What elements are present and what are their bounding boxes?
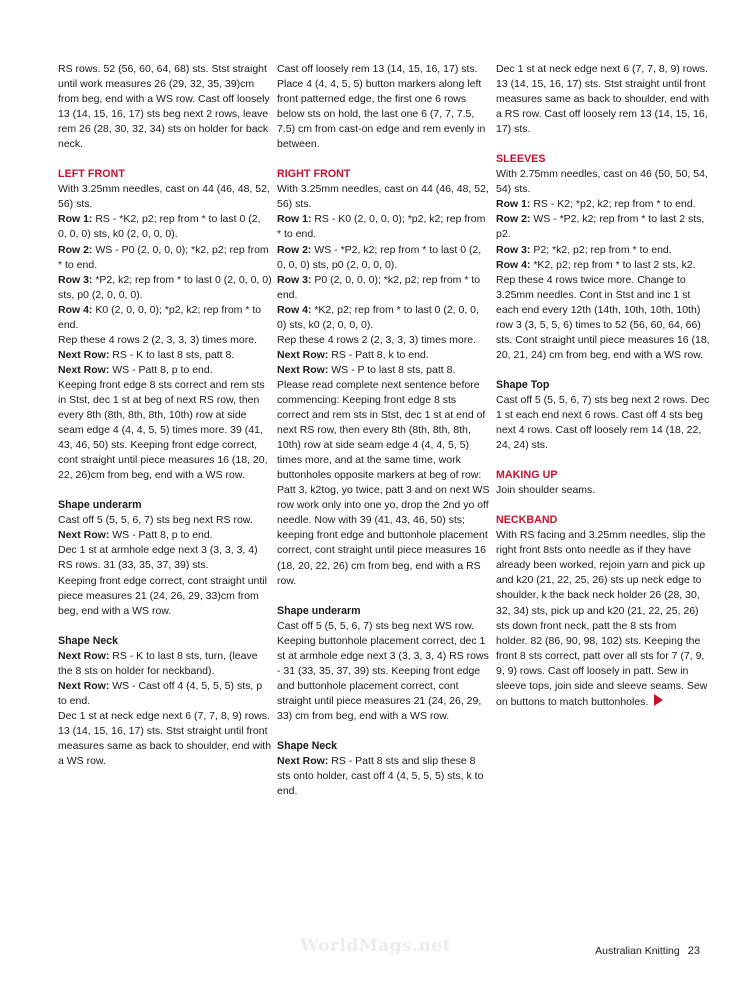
column-3 bbox=[496, 62, 710, 710]
neckband-section bbox=[496, 513, 710, 710]
row-label: Row 2: bbox=[58, 243, 93, 256]
row-label: Row 3: bbox=[58, 273, 93, 286]
next-row-instruction bbox=[277, 363, 490, 378]
row-2-instruction bbox=[277, 243, 490, 273]
row-4-instruction bbox=[277, 303, 490, 333]
right-front-heading: RIGHT FRONT bbox=[277, 168, 351, 181]
left-front-section bbox=[58, 167, 272, 483]
column-2 bbox=[277, 62, 490, 799]
shape-neck-section bbox=[58, 634, 272, 769]
dec-text: Dec 1 st at armhole edge next 3 (3, 3, 3, 4) RS rows. 31 (33, 35, 37, 39) sts. bbox=[58, 544, 258, 572]
left-front-body-text: Keeping front edge 8 sts correct and rem sts in Stst, dec 1 st at beg of next RS row, then every 8th (8th, 8th, 8th, 10th) row at side seam edge 4 (4, 4, 5, 5) times more. 39 (41, 43, 46, 50) sts. Keeping front edge correct, cont straight until piece measures 16 (18, 20, 22, 26)cm from beg, end with a WS row. bbox=[58, 378, 268, 482]
triangle-right-icon bbox=[654, 694, 663, 706]
shape-top-heading: Shape Top bbox=[496, 378, 550, 391]
row-text: RS - K to last 8 sts, turn, (leave the 8 sts on holder for neckband). bbox=[58, 649, 258, 677]
row-text: P2; *k2, p2; rep from * to end. bbox=[530, 243, 672, 256]
making-up-body-text: Join shoulder seams. bbox=[496, 484, 596, 497]
row-label: Next Row: bbox=[58, 529, 110, 542]
row-label: Row 1: bbox=[277, 213, 312, 226]
row-4-instruction bbox=[496, 258, 710, 273]
neckband-body bbox=[496, 528, 710, 710]
row-2-instruction bbox=[58, 243, 272, 273]
row-text: WS - Patt 8, p to end. bbox=[109, 363, 213, 376]
next-row-instruction bbox=[58, 649, 272, 679]
page-footer bbox=[595, 945, 700, 957]
magazine-name: Australian Knitting bbox=[595, 945, 680, 957]
dec-text: Dec 1 st at neck edge next 6 (7, 7, 8, 9) rows. 13 (14, 15, 16, 17) sts. Stst straight until front measures same as back to shoulder, end with a WS row. bbox=[58, 709, 272, 768]
row-text: WS - Patt 8, p to end. bbox=[109, 529, 213, 542]
row-2-instruction bbox=[496, 212, 710, 242]
shape-neck-heading: Shape Neck bbox=[58, 634, 119, 647]
row-label: Row 3: bbox=[496, 243, 531, 256]
shape-underarm-heading: Shape underarm bbox=[277, 604, 361, 617]
shape-underarm-section bbox=[277, 604, 490, 724]
cast-on-text: With 3.25mm needles, cast on 44 (46, 48, 52, 56) sts. bbox=[58, 183, 270, 211]
cast-on-text: With 2.75mm needles, cast on 46 (50, 50, 54, 54) sts. bbox=[496, 168, 708, 196]
making-up-section bbox=[496, 468, 710, 498]
right-front-section bbox=[277, 167, 490, 588]
row-label: Row 2: bbox=[496, 213, 531, 226]
shape-underarm-section bbox=[58, 498, 272, 618]
row-text: RS - K2; *p2, k2; rep from * to end. bbox=[530, 198, 696, 211]
row-label: Next Row: bbox=[277, 363, 329, 376]
shape-neck-section bbox=[277, 739, 490, 799]
neckband-body-text: With RS facing and 3.25mm needles, slip the right front 8sts onto needle as if they have already been worked, rejoin yarn and pick up and k20 (21, 22, 25, 26) sts up neck edge to shoulder, k the back neck holder 26 (28, 30, 32, 34) sts, pick up and k20 (21, 22, 25, 26) sts down front neck, patt the 8 sts from holder. 82 (86, 90, 98, 102) sts. Keeping the front 8 sts correct, patt over all sts for 7 (7, 9, 9, 9) rows. Cast off loosely in patt. Sew in sleeve tops, join side and sleeve seams. Sew on buttons to match buttonholes. bbox=[496, 529, 708, 708]
back-continued-text: RS rows. 52 (56, 60, 64, 68) sts. Stst straight until work measures 26 (29, 32, 35, 39)cm from beg, end with a WS row. Cast off loosely 13 (14, 15, 16, 17) sts beg next 2 rows, leave rem 26 (28, 30, 32, 34) sts on holder for back neck. bbox=[58, 63, 270, 151]
neckband-heading: NECKBAND bbox=[496, 514, 558, 527]
row-3-instruction bbox=[496, 243, 710, 258]
row-1-instruction bbox=[277, 212, 490, 242]
row-text: K0 (2, 0, 0, 0); *p2, k2; rep from * to end. bbox=[58, 303, 262, 331]
next-row-instruction bbox=[58, 528, 272, 543]
row-text: *K2, p2; rep from * to last 0 (2, 0, 0, 0) sts, k0 (2, 0, 0, 0). bbox=[277, 303, 479, 331]
cast-off-text: Cast off loosely rem 13 (14, 15, 16, 17) sts. bbox=[277, 63, 478, 75]
row-text: RS - K to last 8 sts, patt 8. bbox=[109, 348, 235, 361]
right-front-body-text: Please read complete next sentence before commencing: Keeping front edge 8 sts correct and rem sts in Stst, dec 1 st at end of next RS row, then every 8th (8th, 8th, 8th, 10th) row at side seam edge 4 (4, 4, 5, 5) times more, and at the same time, work buttonholes opposite markers at beg of row: Patt 3, k2tog, yo twice, patt 3 and on next WS row work only into one yo, drop the 2nd yo off needle. Now with 39 (41, 43, 46, 50) sts; keeping front edge and buttonhole placement correct, cont straight until piece measures 16 (18, 20, 22, 26) cm from beg, end with a RS row. bbox=[277, 378, 490, 587]
row-text: WS - Cast off 4 (4, 5, 5, 5) sts, p to end. bbox=[58, 679, 263, 707]
neck-continued-text: Dec 1 st at neck edge next 6 (7, 7, 8, 9) rows. 13 (14, 15, 16, 17) sts. Stst straight until front measures same as back to shoulder, end with a RS row. Cast off loosely rem 13 (14, 15, 16, 17) sts. bbox=[496, 63, 710, 136]
watermark: WorldMags.net bbox=[300, 936, 452, 956]
sleeves-section bbox=[496, 152, 710, 363]
keep-text: Keeping front edge correct, cont straight until piece measures 21 (24, 26, 29, 33)cm from beg, end with a WS row. bbox=[58, 574, 267, 617]
row-text: WS - P to last 8 sts, patt 8. bbox=[328, 363, 456, 376]
next-row-instruction bbox=[58, 679, 272, 709]
making-up-heading: MAKING UP bbox=[496, 469, 558, 482]
row-label: Next Row: bbox=[58, 679, 110, 692]
row-text: RS - Patt 8 sts and slip these 8 sts onto holder, cast off 4 (4, 5, 5, 5) sts, k to end. bbox=[277, 755, 484, 798]
row-label: Row 4: bbox=[58, 303, 93, 316]
row-label: Row 4: bbox=[496, 258, 531, 271]
repeat-text: Rep these 4 rows 2 (2, 3, 3, 3) times more. bbox=[58, 333, 257, 346]
row-text: *P2, k2; rep from * to last 0 (2, 0, 0, 0) sts, p0 (2, 0, 0, 0). bbox=[58, 273, 272, 301]
next-row-instruction bbox=[58, 348, 272, 363]
row-label: Next Row: bbox=[58, 363, 110, 376]
row-label: Row 1: bbox=[58, 213, 93, 226]
next-row-instruction bbox=[277, 348, 490, 363]
row-label: Next Row: bbox=[58, 649, 110, 662]
sleeves-body-text: Rep these 4 rows twice more. Change to 3.25mm needles. Cont in Stst and inc 1 st each end every 12th (14th, 10th, 10th, 10th) row 3 (3, 5, 5, 6) times to 52 (56, 60, 64, 66) sts. Cont straight until piece measures 16 (18, 20, 21, 24) cm from beg, end with a WS row. bbox=[496, 273, 710, 361]
row-label: Row 4: bbox=[277, 303, 312, 316]
row-text: WS - *P2, k2; rep from * to last 0 (2, 0, 0, 0) sts, p0 (2, 0, 0, 0). bbox=[277, 243, 482, 271]
shape-top-body-text: Cast off 5 (5, 5, 6, 7) sts beg next 2 rows. Dec 1 st each end next 6 rows. Cast off 4 sts beg next 4 rows. Cast off loosely rem 14 (18, 22, 24, 24) sts. bbox=[496, 393, 710, 452]
row-4-instruction bbox=[58, 303, 272, 333]
row-3-instruction bbox=[277, 273, 490, 303]
row-label: Row 2: bbox=[277, 243, 312, 256]
row-1-instruction bbox=[58, 212, 272, 242]
shape-neck-heading: Shape Neck bbox=[277, 739, 338, 752]
row-3-instruction bbox=[58, 273, 272, 303]
row-text: WS - *P2, k2; rep from * to last 2 sts, p2. bbox=[496, 213, 705, 241]
cast-off-text: Cast off 5 (5, 5, 6, 7) sts beg next RS row. bbox=[58, 514, 253, 527]
next-row-instruction bbox=[277, 754, 490, 799]
next-row-instruction bbox=[58, 363, 272, 378]
left-front-heading: LEFT FRONT bbox=[58, 168, 125, 181]
row-text: RS - *K2, p2; rep from * to last 0 (2, 0, 0, 0) sts, k0 (2, 0, 0, 0). bbox=[58, 213, 261, 241]
row-text: RS - Patt 8, k to end. bbox=[328, 348, 429, 361]
column-1 bbox=[58, 62, 272, 769]
row-label: Next Row: bbox=[277, 348, 329, 361]
row-text: P0 (2, 0, 0, 0); *k2, p2; rep from * to end. bbox=[277, 273, 481, 301]
row-text: WS - P0 (2, 0, 0, 0); *k2, p2; rep from * to end. bbox=[58, 243, 269, 271]
row-text: RS - K0 (2, 0, 0, 0); *p2, k2; rep from * to end. bbox=[277, 213, 486, 241]
cast-on-text: With 3.25mm needles, cast on 44 (46, 48, 52, 56) sts. bbox=[277, 183, 489, 211]
row-label: Row 3: bbox=[277, 273, 312, 286]
cast-off-text: Cast off 5 (5, 5, 6, 7) sts beg next WS row. bbox=[277, 619, 475, 632]
repeat-text: Rep these 4 rows 2 (2, 3, 3, 3) times more. bbox=[277, 333, 476, 346]
underarm-body-text: Keeping buttonhole placement correct, dec 1 st at armhole edge next 3 (3, 3, 3, 4) RS rows - 31 (33, 35, 37, 39) sts. Keeping front edge and buttonhole placement correct, cont straight until piece measures 21 (24, 26, 29, 33) cm from beg, end with a WS row. bbox=[277, 634, 489, 722]
row-1-instruction bbox=[496, 197, 710, 212]
row-label: Next Row: bbox=[277, 755, 329, 768]
row-label: Next Row: bbox=[58, 348, 110, 361]
shape-top-section bbox=[496, 378, 710, 453]
row-text: *K2, p2; rep from * to last 2 sts, k2. bbox=[530, 258, 696, 271]
page-number: 23 bbox=[687, 945, 700, 957]
sleeves-heading: SLEEVES bbox=[496, 153, 546, 166]
button-markers-text: Place 4 (4, 4, 5, 5) button markers along left front patterned edge, the first one 6 rows below sts on hold, the last one 6 (7, 7, 7.5, 7.5) cm from cast-on edge and rem evenly in between. bbox=[277, 78, 486, 151]
shape-underarm-heading: Shape underarm bbox=[58, 499, 142, 512]
row-label: Row 1: bbox=[496, 198, 531, 211]
